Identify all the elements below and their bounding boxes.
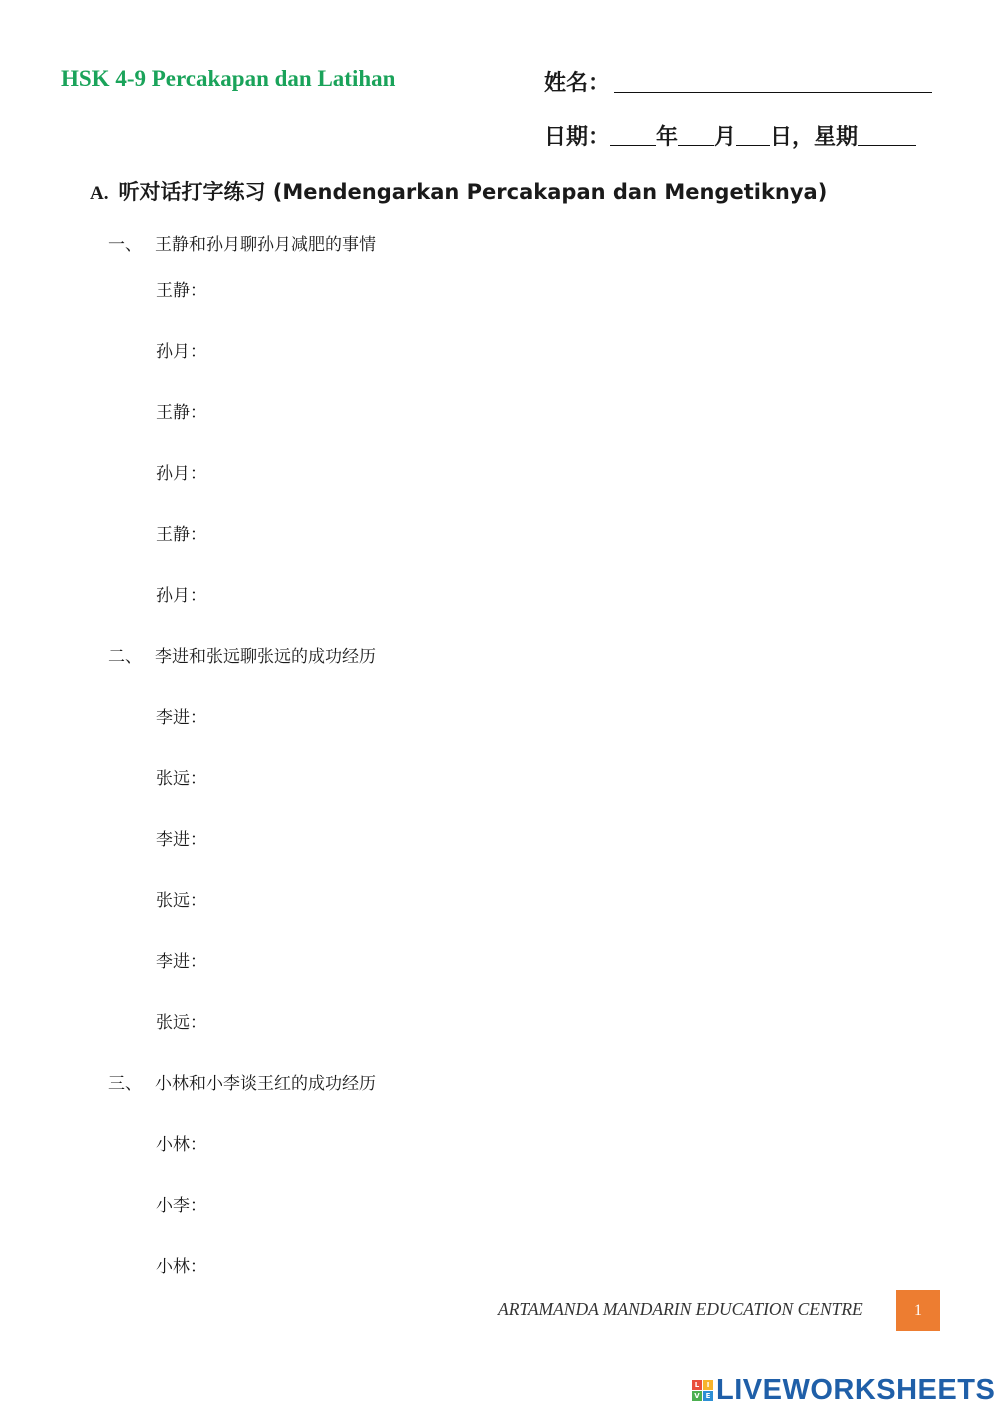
page-number-badge: 1 bbox=[896, 1290, 940, 1331]
group-title-text: 王静和孙月聊孙月减肥的事情 bbox=[155, 235, 376, 255]
day-weekday-label: 日，星期 bbox=[770, 125, 859, 150]
name-label: 姓名： bbox=[544, 71, 611, 96]
speaker-label: 李进： bbox=[156, 952, 207, 972]
section-letter: A. bbox=[90, 183, 109, 204]
speaker-label: 张远： bbox=[156, 769, 207, 789]
speaker-label: 小林： bbox=[156, 1135, 207, 1155]
section-title: 听对话打字练习 (Mendengarkan Percakapan dan Mengetiknya) bbox=[118, 180, 828, 204]
speaker-label: 王静： bbox=[156, 403, 207, 423]
date-row bbox=[544, 120, 916, 151]
group-number: 一、 bbox=[108, 235, 142, 255]
date-label: 日期： bbox=[544, 125, 611, 150]
month-blank[interactable] bbox=[678, 123, 714, 146]
group-number: 三、 bbox=[108, 1074, 142, 1094]
speaker-label: 王静： bbox=[156, 281, 207, 301]
year-blank[interactable] bbox=[610, 123, 656, 146]
group-number: 二、 bbox=[108, 647, 142, 667]
group-title-text: 李进和张远聊张远的成功经历 bbox=[155, 647, 376, 667]
liveworksheets-logo-icon: L I V E bbox=[692, 1380, 713, 1401]
speaker-label: 孙月： bbox=[156, 464, 207, 484]
section-heading bbox=[90, 176, 827, 206]
dialogue-group-title bbox=[108, 1069, 376, 1094]
speaker-label: 张远： bbox=[156, 1013, 207, 1033]
speaker-label: 张远： bbox=[156, 891, 207, 911]
speaker-label: 王静： bbox=[156, 525, 207, 545]
weekday-blank[interactable] bbox=[858, 123, 916, 146]
speaker-label: 孙月： bbox=[156, 342, 207, 362]
speaker-label: 小李： bbox=[156, 1196, 207, 1216]
liveworksheets-logo bbox=[692, 1374, 995, 1407]
name-field-line[interactable] bbox=[614, 92, 932, 93]
liveworksheets-wordmark: LIVEWORKSHEETS bbox=[716, 1374, 996, 1406]
speaker-label: 李进： bbox=[156, 708, 207, 728]
year-label: 年 bbox=[656, 125, 679, 150]
speaker-label: 小林： bbox=[156, 1257, 207, 1277]
dialogue-group-title bbox=[108, 642, 376, 667]
month-label: 月 bbox=[714, 125, 737, 150]
speaker-label: 孙月： bbox=[156, 586, 207, 606]
dialogue-group-title bbox=[108, 230, 376, 255]
group-title-text: 小林和小李谈王红的成功经历 bbox=[155, 1074, 376, 1094]
speaker-label: 李进： bbox=[156, 830, 207, 850]
document-title: HSK 4-9 Percakapan dan Latihan bbox=[61, 66, 396, 91]
day-blank[interactable] bbox=[736, 123, 770, 146]
footer-organization: ARTAMANDA MANDARIN EDUCATION CENTRE bbox=[498, 1299, 863, 1319]
